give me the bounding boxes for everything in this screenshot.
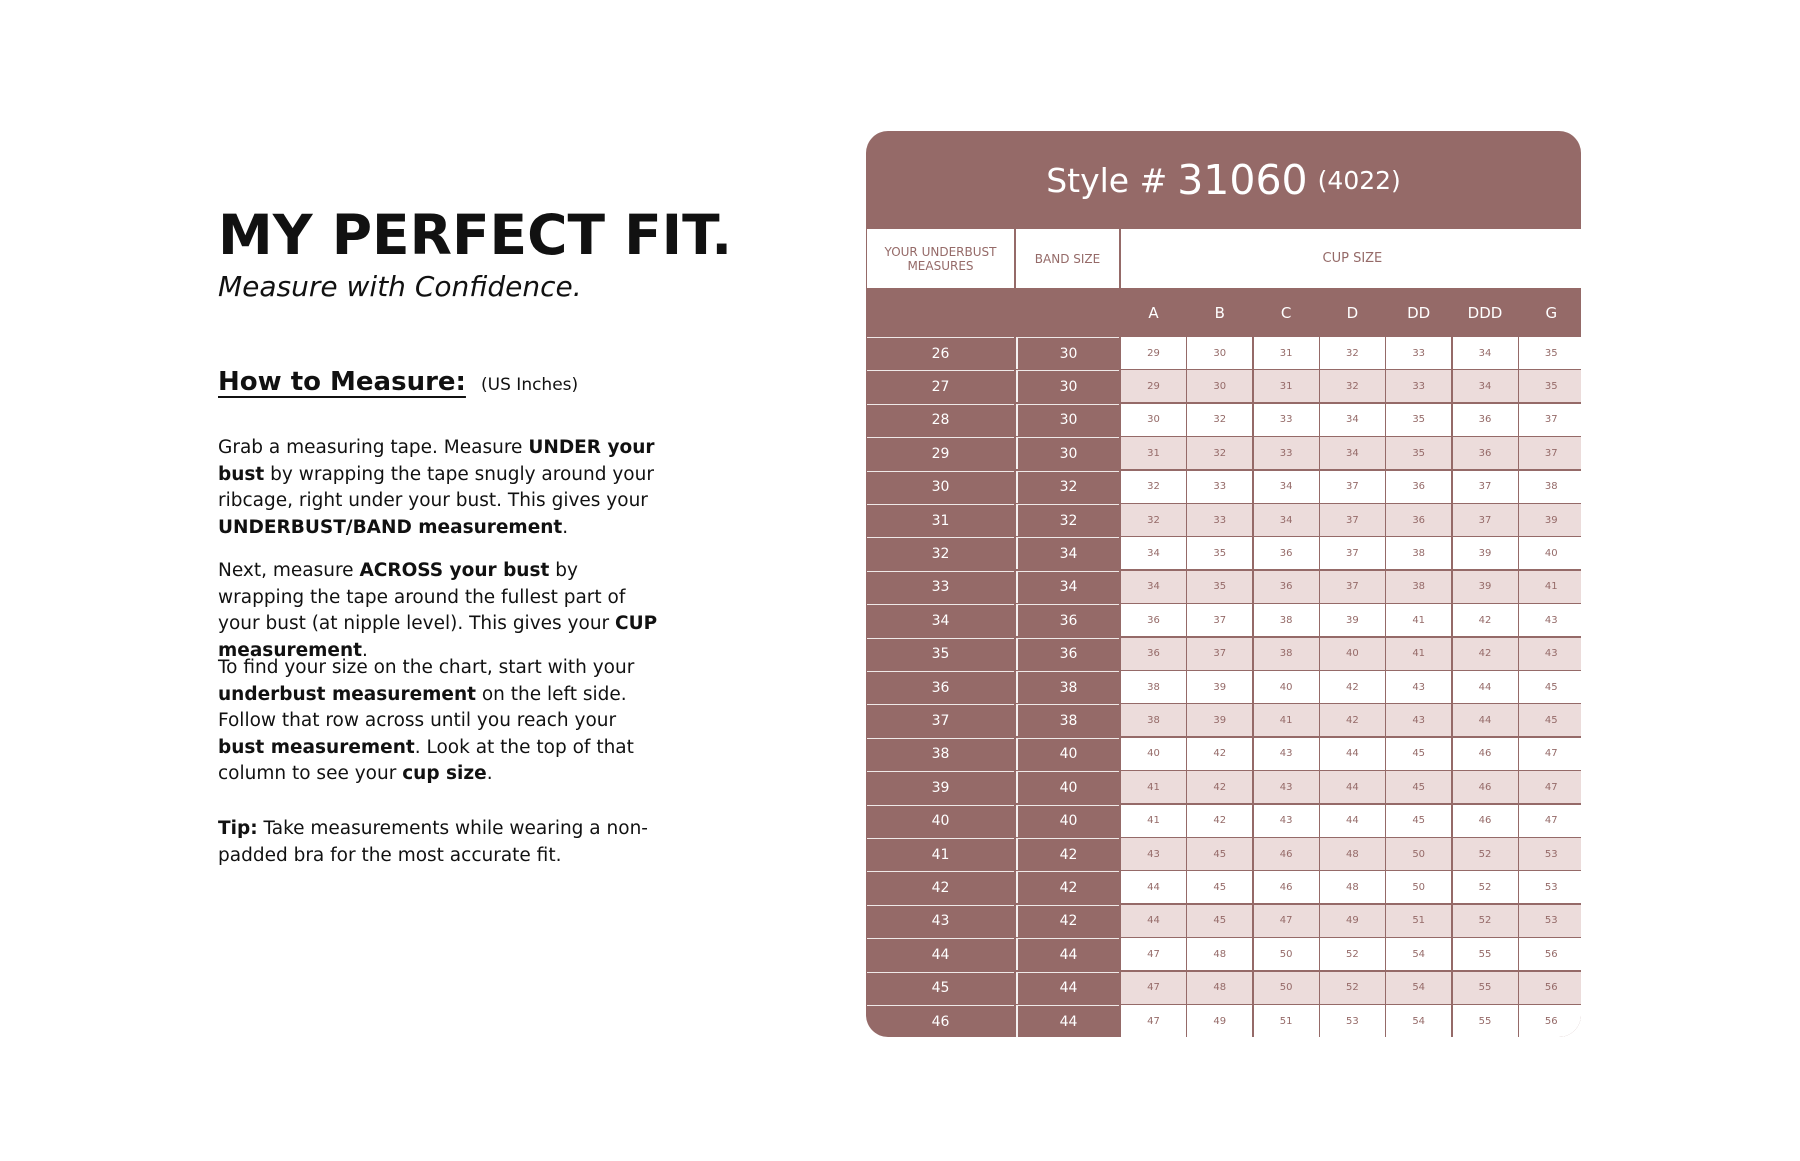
bust-value: 32	[1320, 337, 1385, 369]
bust-value: 40	[1121, 738, 1186, 770]
bust-value: 31	[1254, 337, 1319, 369]
underbust-value: 39	[867, 771, 1014, 803]
bust-value: 47	[1519, 805, 1581, 837]
cup-size-ddd: DDD	[1467, 304, 1503, 322]
underbust-value: 27	[867, 370, 1014, 402]
bust-value: 35	[1519, 337, 1581, 369]
band-size-value: 32	[1016, 471, 1119, 503]
underbust-value: 46	[867, 1005, 1014, 1037]
bust-value: 53	[1519, 871, 1581, 903]
band-size-value: 40	[1016, 771, 1119, 803]
bust-value: 44	[1121, 905, 1186, 937]
bust-value: 44	[1320, 805, 1385, 837]
bust-value: 53	[1320, 1005, 1385, 1037]
bust-value: 32	[1121, 504, 1186, 536]
underbust-value: 42	[867, 871, 1014, 903]
bust-value: 38	[1386, 571, 1451, 603]
cup-size-b: B	[1214, 304, 1225, 322]
bust-value: 36	[1254, 537, 1319, 569]
bust-value: 41	[1519, 571, 1581, 603]
paragraph-text: .	[486, 763, 493, 784]
band-size-value: 30	[1016, 337, 1119, 369]
bust-value: 42	[1453, 604, 1518, 636]
bust-value: 54	[1386, 938, 1451, 970]
bust-value: 35	[1386, 437, 1451, 469]
band-size-value: 44	[1016, 1005, 1119, 1037]
bust-value: 56	[1519, 938, 1581, 970]
underbust-value: 38	[867, 738, 1014, 770]
size-chart	[866, 131, 1581, 1037]
band-size-value: 38	[1016, 671, 1119, 703]
underbust-value: 34	[867, 604, 1014, 636]
bust-value: 47	[1121, 938, 1186, 970]
bust-value: 43	[1254, 738, 1319, 770]
underbust-value: 28	[867, 404, 1014, 436]
underbust-value: 44	[867, 938, 1014, 970]
bust-value: 46	[1254, 838, 1319, 870]
header-band-size: BAND SIZE	[1016, 229, 1119, 288]
bust-value: 40	[1320, 638, 1385, 670]
bust-value: 44	[1320, 738, 1385, 770]
style-prefix: Style #	[1046, 160, 1168, 200]
bust-value: 41	[1254, 704, 1319, 736]
bust-value: 30	[1187, 370, 1252, 402]
header-cup-size: CUP SIZE	[1121, 229, 1581, 288]
underbust-value: 26	[867, 337, 1014, 369]
bust-value: 33	[1386, 337, 1451, 369]
bust-value: 43	[1254, 771, 1319, 803]
page-subtitle: Measure with Confidence.	[218, 270, 582, 303]
bust-value: 45	[1519, 704, 1581, 736]
bust-value: 40	[1254, 671, 1319, 703]
bust-value: 47	[1254, 905, 1319, 937]
bust-value: 37	[1320, 471, 1385, 503]
cup-size-d: D	[1346, 304, 1359, 322]
band-size-value: 42	[1016, 871, 1119, 903]
bust-value: 45	[1187, 905, 1252, 937]
bust-value: 56	[1519, 972, 1581, 1004]
bust-value: 33	[1386, 370, 1451, 402]
bust-value: 43	[1386, 671, 1451, 703]
instruction-tip	[218, 816, 658, 869]
bust-value: 44	[1121, 871, 1186, 903]
paragraph-text: Take measurements while wearing a non-padded bra for the most accurate fit.	[218, 818, 648, 866]
instruction-bust	[218, 558, 658, 664]
band-size-value: 36	[1016, 604, 1119, 636]
bust-value: 44	[1453, 671, 1518, 703]
bust-value: 36	[1386, 471, 1451, 503]
bust-value: 56	[1519, 1005, 1581, 1037]
bust-value: 43	[1519, 638, 1581, 670]
bold-text: underbust measurement	[218, 683, 476, 705]
bust-value: 45	[1187, 871, 1252, 903]
header-underbust: YOUR UNDERBUST MEASURES	[867, 229, 1014, 288]
bust-value: 48	[1320, 838, 1385, 870]
bust-value: 33	[1254, 404, 1319, 436]
cup-size-dd: DD	[1407, 304, 1431, 322]
bust-value: 35	[1519, 370, 1581, 402]
bust-value: 29	[1121, 337, 1186, 369]
band-size-value: 42	[1016, 838, 1119, 870]
bust-value: 43	[1121, 838, 1186, 870]
bust-value: 48	[1187, 972, 1252, 1004]
bust-value: 47	[1121, 1005, 1186, 1037]
paragraph-text: by wrapping the tape around the fullest part of your bust (at nipple level). This gives your	[218, 560, 626, 634]
bust-value: 46	[1254, 871, 1319, 903]
style-alt-number: (4022)	[1317, 165, 1401, 195]
bust-value: 48	[1187, 938, 1252, 970]
bust-value: 42	[1187, 805, 1252, 837]
band-size-value: 42	[1016, 905, 1119, 937]
bust-value: 37	[1187, 604, 1252, 636]
paragraph-text: Grab a measuring tape. Measure	[218, 437, 529, 458]
bust-value: 40	[1519, 537, 1581, 569]
bust-value: 37	[1519, 437, 1581, 469]
bust-value: 52	[1453, 905, 1518, 937]
bust-value: 38	[1254, 638, 1319, 670]
bust-value: 42	[1187, 771, 1252, 803]
bust-value: 31	[1254, 370, 1319, 402]
how-to-title: How to Measure:	[218, 367, 466, 397]
bust-value: 38	[1121, 671, 1186, 703]
bust-value: 45	[1187, 838, 1252, 870]
bust-value: 38	[1254, 604, 1319, 636]
bust-value: 42	[1320, 671, 1385, 703]
bust-value: 39	[1320, 604, 1385, 636]
bold-text: bust measurement	[218, 736, 415, 758]
bust-value: 50	[1386, 838, 1451, 870]
bust-value: 52	[1453, 871, 1518, 903]
bust-value: 33	[1254, 437, 1319, 469]
bust-value: 43	[1254, 805, 1319, 837]
underbust-value: 31	[867, 504, 1014, 536]
bust-value: 34	[1121, 571, 1186, 603]
underbust-value: 33	[867, 571, 1014, 603]
underbust-value: 37	[867, 704, 1014, 736]
bust-value: 30	[1121, 404, 1186, 436]
bust-value: 37	[1187, 638, 1252, 670]
bust-value: 46	[1453, 771, 1518, 803]
instruction-find-size	[218, 655, 658, 788]
bust-value: 37	[1320, 537, 1385, 569]
band-size-value: 40	[1016, 805, 1119, 837]
bust-value: 35	[1187, 537, 1252, 569]
bust-value: 36	[1386, 504, 1451, 536]
bust-value: 45	[1386, 738, 1451, 770]
underbust-value: 32	[867, 537, 1014, 569]
instruction-underbust	[218, 435, 658, 541]
paragraph-text: To find your size on the chart, start with your	[218, 657, 635, 678]
bust-value: 52	[1320, 972, 1385, 1004]
bust-value: 37	[1519, 404, 1581, 436]
bust-value: 36	[1453, 404, 1518, 436]
bust-value: 30	[1187, 337, 1252, 369]
bust-value: 32	[1187, 404, 1252, 436]
band-size-value: 34	[1016, 571, 1119, 603]
bust-value: 36	[1121, 604, 1186, 636]
bust-value: 34	[1453, 337, 1518, 369]
bust-value: 52	[1320, 938, 1385, 970]
bold-text: cup size	[402, 763, 487, 784]
how-to-heading	[218, 367, 578, 397]
bust-value: 37	[1320, 504, 1385, 536]
bust-value: 35	[1386, 404, 1451, 436]
paragraph-text: on the left side. Follow that row across until you reach your	[218, 683, 627, 731]
underbust-value: 41	[867, 838, 1014, 870]
bust-value: 54	[1386, 972, 1451, 1004]
band-size-value: 40	[1016, 738, 1119, 770]
bust-value: 34	[1254, 504, 1319, 536]
how-to-unit: (US Inches)	[481, 375, 579, 395]
bold-text: CUP measurement	[218, 613, 658, 661]
underbust-value: 45	[867, 972, 1014, 1004]
cup-size-a: A	[1148, 304, 1159, 322]
bust-value: 37	[1320, 571, 1385, 603]
bust-value: 29	[1121, 370, 1186, 402]
bust-value: 41	[1386, 604, 1451, 636]
bold-text: ACROSS your bust	[359, 560, 550, 581]
band-size-value: 38	[1016, 704, 1119, 736]
bust-value: 52	[1453, 838, 1518, 870]
bust-value: 34	[1121, 537, 1186, 569]
bust-value: 41	[1121, 771, 1186, 803]
bust-value: 54	[1386, 1005, 1451, 1037]
bust-value: 32	[1121, 471, 1186, 503]
bust-value: 46	[1453, 738, 1518, 770]
bust-value: 44	[1453, 704, 1518, 736]
underbust-value: 40	[867, 805, 1014, 837]
bust-value: 53	[1519, 905, 1581, 937]
band-size-value: 30	[1016, 370, 1119, 402]
bust-value: 36	[1121, 638, 1186, 670]
bust-value: 55	[1453, 938, 1518, 970]
underbust-value: 29	[867, 437, 1014, 469]
paragraph-text: by wrapping the tape snugly around your ribcage, right under your bust. This gives your	[218, 463, 654, 511]
bust-value: 39	[1519, 504, 1581, 536]
bust-value: 33	[1187, 504, 1252, 536]
underbust-value: 43	[867, 905, 1014, 937]
bust-value: 38	[1519, 471, 1581, 503]
bust-value: 50	[1386, 871, 1451, 903]
underbust-value: 30	[867, 471, 1014, 503]
bust-value: 53	[1519, 838, 1581, 870]
band-size-value: 34	[1016, 537, 1119, 569]
bust-value: 45	[1386, 771, 1451, 803]
bust-value: 39	[1453, 571, 1518, 603]
bust-value: 38	[1121, 704, 1186, 736]
bust-value: 34	[1320, 437, 1385, 469]
bust-value: 42	[1187, 738, 1252, 770]
paragraph-text: . Look at the top of that column to see your	[218, 736, 634, 784]
band-size-value: 44	[1016, 938, 1119, 970]
bust-value: 37	[1453, 471, 1518, 503]
bust-value: 45	[1519, 671, 1581, 703]
bust-value: 34	[1320, 404, 1385, 436]
bold-text: UNDER your bust	[218, 437, 655, 485]
bust-value: 36	[1453, 437, 1518, 469]
bust-value: 45	[1386, 805, 1451, 837]
bust-value: 32	[1320, 370, 1385, 402]
bust-value: 47	[1519, 771, 1581, 803]
underbust-value: 35	[867, 638, 1014, 670]
bust-value: 41	[1121, 805, 1186, 837]
paragraph-text: Next, measure	[218, 560, 360, 581]
bust-value: 33	[1187, 471, 1252, 503]
bust-value: 43	[1519, 604, 1581, 636]
bust-value: 34	[1254, 471, 1319, 503]
bust-value: 51	[1386, 905, 1451, 937]
bust-value: 32	[1187, 437, 1252, 469]
bust-value: 55	[1453, 1005, 1518, 1037]
cup-size-g: G	[1545, 304, 1558, 322]
bust-value: 50	[1254, 972, 1319, 1004]
bust-value: 37	[1453, 504, 1518, 536]
bust-value: 48	[1320, 871, 1385, 903]
underbust-value: 36	[867, 671, 1014, 703]
band-size-value: 30	[1016, 437, 1119, 469]
bust-value: 34	[1453, 370, 1518, 402]
bold-text: Tip:	[218, 818, 258, 839]
bust-value: 39	[1187, 704, 1252, 736]
band-size-value: 30	[1016, 404, 1119, 436]
bust-value: 39	[1453, 537, 1518, 569]
cup-size-c: C	[1280, 304, 1292, 322]
band-size-value: 32	[1016, 504, 1119, 536]
paragraph-text: .	[562, 516, 569, 538]
paragraph-text: .	[362, 639, 368, 661]
bust-value: 47	[1121, 972, 1186, 1004]
bust-value: 46	[1453, 805, 1518, 837]
band-size-value: 36	[1016, 638, 1119, 670]
bust-value: 36	[1254, 571, 1319, 603]
bust-value: 35	[1187, 571, 1252, 603]
bust-value: 44	[1320, 771, 1385, 803]
bust-value: 38	[1386, 537, 1451, 569]
bold-text: UNDERBUST/BAND measurement	[218, 516, 563, 538]
bust-value: 39	[1187, 671, 1252, 703]
bust-value: 31	[1121, 437, 1186, 469]
bust-value: 43	[1386, 704, 1451, 736]
bust-value: 42	[1320, 704, 1385, 736]
bust-value: 47	[1519, 738, 1581, 770]
chart-title	[866, 131, 1581, 229]
bust-value: 49	[1320, 905, 1385, 937]
style-number: 31060	[1177, 156, 1308, 204]
band-size-value: 44	[1016, 972, 1119, 1004]
bust-value: 55	[1453, 972, 1518, 1004]
page-title: MY PERFECT FIT.	[218, 203, 733, 267]
bust-value: 42	[1453, 638, 1518, 670]
bust-value: 51	[1254, 1005, 1319, 1037]
bust-value: 50	[1254, 938, 1319, 970]
bust-value: 41	[1386, 638, 1451, 670]
bust-value: 49	[1187, 1005, 1252, 1037]
